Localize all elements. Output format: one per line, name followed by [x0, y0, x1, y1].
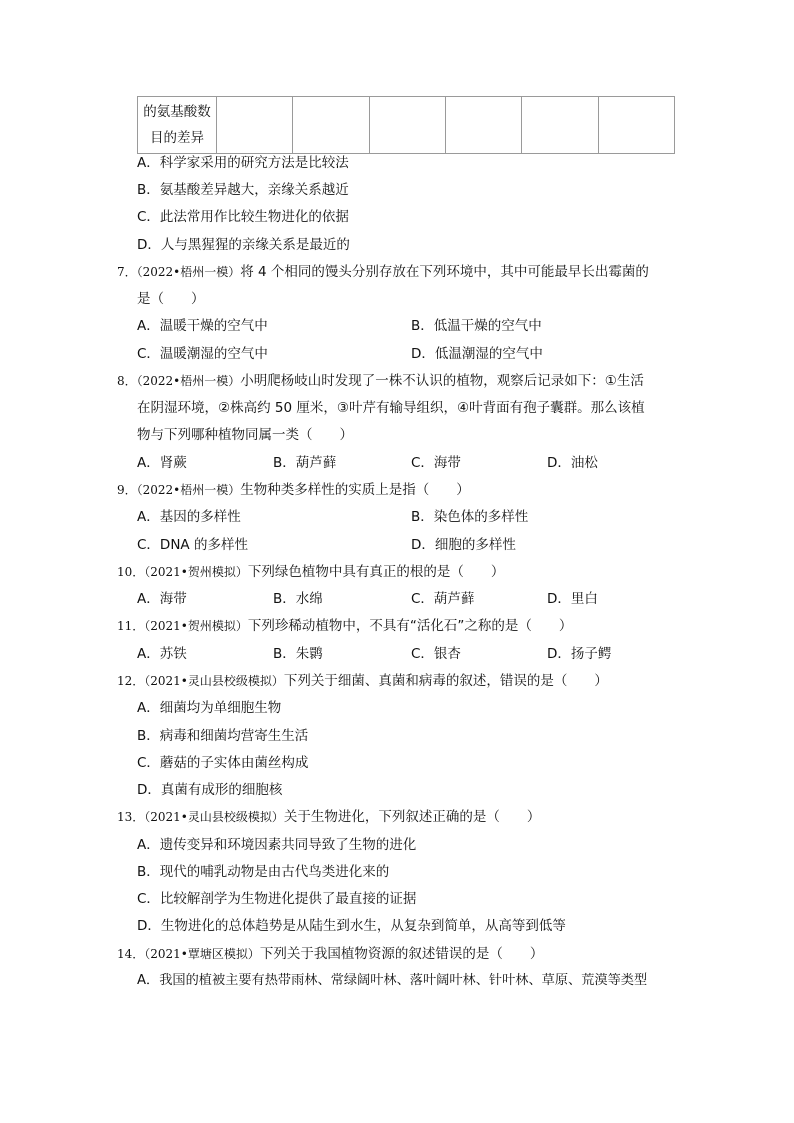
q9-stem — [117, 481, 470, 499]
q8-option-b: B．葫芦藓 — [273, 455, 337, 471]
q11-option-d: D．扬子鳄 — [547, 646, 612, 662]
table-cell — [522, 97, 598, 154]
q10-option-a: A．海带 — [137, 591, 187, 607]
q6-option-c: C．此法常用作比较生物进化的依据 — [137, 209, 349, 225]
q13-option-d: D．生物进化的总体趋势是从陆生到水生，从复杂到简单，从高等到低等 — [137, 918, 566, 934]
q8-option-c: C．海带 — [411, 455, 461, 471]
q14-source: 14．（2021•覃塘区模拟） — [117, 947, 260, 961]
q9-option-d: D．细胞的多样性 — [411, 537, 516, 553]
q8-stem — [117, 372, 644, 390]
q8-stem-line3: 物与下列哪种植物同属一类（ ） — [137, 427, 353, 443]
q6-option-b: B．氨基酸差异越大，亲缘关系越近 — [137, 182, 349, 198]
q12-option-d: D．真菌有成形的细胞核 — [137, 782, 283, 798]
q13-option-a: A．遗传变异和环境因素共同导致了生物的进化 — [137, 837, 417, 853]
q12-stem — [117, 672, 608, 690]
q14-stem-line1: 下列关于我国植物资源的叙述错误的是（ ） — [259, 946, 544, 962]
q11-stem-line1: 下列珍稀动植物中，不具有“活化石”之称的是（ ） — [247, 618, 573, 634]
q8-stem-line2: 在阴湿环境，②株高约 50 厘米，③叶芹有输导组织，④叶背面有孢子囊群。那么该植 — [137, 400, 645, 416]
q12-option-b: B．病毒和细菌均营寄生生活 — [137, 728, 309, 744]
q7-source: 7．（2022•梧州一模） — [117, 265, 241, 279]
q9-option-c: C．DNA 的多样性 — [137, 537, 248, 553]
q11-stem — [117, 617, 572, 635]
q7-stem-line1: 将 4 个相同的馒头分别存放在下列环境中，其中可能最早长出霉菌的 — [240, 264, 649, 280]
q10-option-c: C．葫芦藓 — [411, 591, 475, 607]
q11-source: 11．（2021•贺州模拟） — [117, 619, 248, 633]
q7-stem-line2: 是（ ） — [137, 291, 205, 307]
table-cell — [445, 97, 521, 154]
q10-option-b: B．水绵 — [273, 591, 323, 607]
q9-option-b: B．染色体的多样性 — [411, 509, 529, 525]
q7-option-a: A．温暖干燥的空气中 — [137, 318, 268, 334]
table-row-header — [138, 97, 217, 154]
row-header-line2: 目的差异 — [150, 130, 204, 146]
row-header-line1: 的氨基酸数 — [143, 104, 211, 120]
q9-source: 9．（2022•梧州一模） — [117, 483, 241, 497]
q9-option-a: A．基因的多样性 — [137, 509, 241, 525]
q11-option-c: C．银杏 — [411, 646, 461, 662]
q13-stem — [117, 808, 540, 826]
q7-option-b: B．低温干燥的空气中 — [411, 318, 542, 334]
q13-source: 13．（2021•灵山县校级模拟） — [117, 810, 284, 824]
q9-stem-line1: 生物种类多样性的实质上是指（ ） — [240, 482, 470, 498]
q7-stem — [117, 263, 649, 281]
q8-stem-line1: 小明爬杨岐山时发现了一株不认识的植物，观察后记录如下：①生活 — [240, 373, 644, 389]
q12-option-a: A．细菌均为单细胞生物 — [137, 700, 282, 716]
q12-stem-line1: 下列关于细菌、真菌和病毒的叙述，错误的是（ ） — [283, 673, 608, 689]
q11-option-b: B．朱鹮 — [273, 646, 323, 662]
q13-stem-line1: 关于生物进化，下列叙述正确的是（ ） — [283, 809, 541, 825]
q7-option-d: D．低温潮湿的空气中 — [411, 346, 543, 362]
q11-option-a: A．苏铁 — [137, 646, 187, 662]
q7-option-c: C．温暖潮湿的空气中 — [137, 346, 268, 362]
q8-source: 8．（2022•梧州一模） — [117, 374, 241, 388]
table-cell — [293, 97, 369, 154]
q14-stem — [117, 945, 543, 963]
q14-option-a: A．我国的植被主要有热带雨林、常绿阔叶林、落叶阔叶林、针叶林、草原、荒漠等类型 — [137, 973, 648, 988]
q13-option-b: B．现代的哺乳动物是由古代鸟类进化来的 — [137, 864, 390, 880]
q10-source: 10．（2021•贺州模拟） — [117, 565, 248, 579]
table-cell — [598, 97, 674, 154]
table-cell — [217, 97, 293, 154]
q8-option-a: A．肾蕨 — [137, 455, 187, 471]
q6-option-d: D．人与黑猩猩的亲缘关系是最近的 — [137, 237, 350, 253]
amino-acid-table — [137, 96, 675, 154]
q10-stem-line1: 下列绿色植物中具有真正的根的是（ ） — [247, 564, 505, 580]
q12-source: 12．（2021•灵山县校级模拟） — [117, 674, 284, 688]
q8-option-d: D．油松 — [547, 455, 598, 471]
q10-option-d: D．里白 — [547, 591, 598, 607]
q12-option-c: C．蘑菇的子实体由菌丝构成 — [137, 755, 309, 771]
q6-option-a: A．科学家采用的研究方法是比较法 — [137, 155, 349, 171]
table-row — [138, 97, 675, 154]
q10-stem — [117, 563, 504, 581]
q13-option-c: C．比较解剖学为生物进化提供了最直接的证据 — [137, 891, 417, 907]
table-cell — [369, 97, 445, 154]
